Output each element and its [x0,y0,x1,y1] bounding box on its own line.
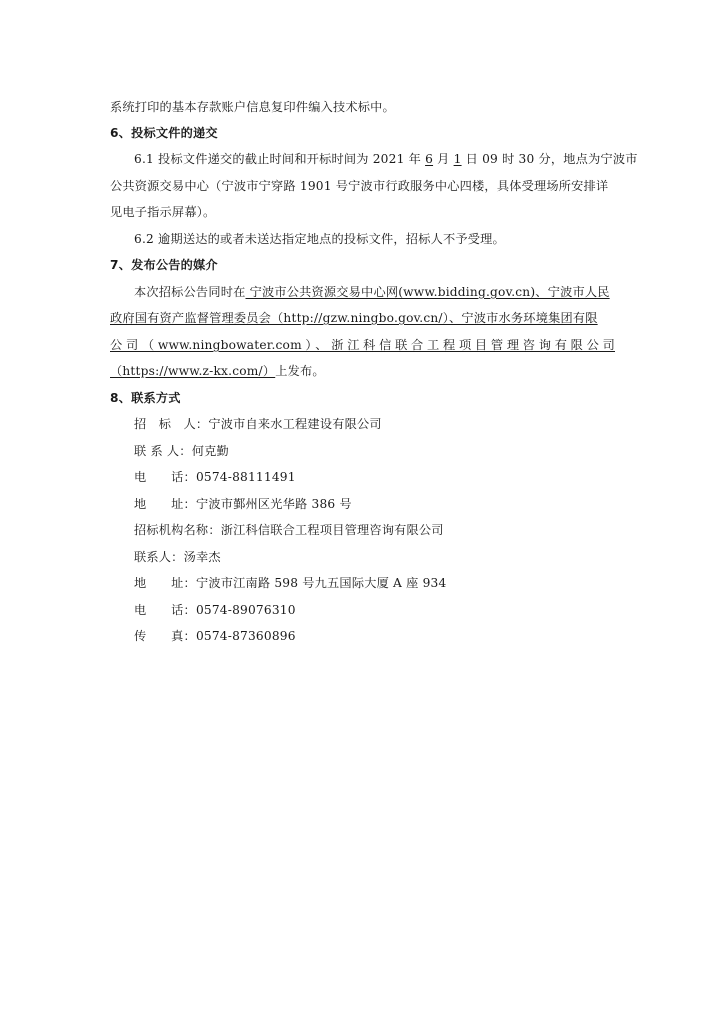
section-6-heading: 6、投标文件的递交 [110,126,218,140]
deadline-day: 1 [453,152,462,166]
section-7-heading: 7、发布公告的媒介 [110,258,218,272]
contact-label: 招 标 人： [134,417,209,431]
contact-label: 电 话： [134,603,196,617]
contact-label: 地 址： [134,497,196,511]
contact-row [134,469,296,485]
contact-row [134,628,296,644]
text: 月 [433,152,454,166]
contact-label: 联系人： [134,550,184,564]
contact-value: 浙江科信联合工程项目管理咨询有限公司 [220,523,444,537]
contact-row [134,416,382,432]
deadline-month: 6 [425,152,434,166]
contact-label: 招标机构名称： [134,523,221,537]
section-7-line-4 [110,363,325,379]
contact-label: 联 系 人： [134,444,192,458]
section-6-1-line-1 [134,151,638,167]
contact-label: 传 真： [134,629,196,643]
text: 上发布。 [275,364,325,378]
section-6-1-line-2: 公共资源交易中心（宁波市宁穿路 1901 号宁波市行政服务中心四楼，具体受理场所安排详 [110,179,609,193]
contact-row [134,575,446,591]
media-link-zkx[interactable]: （https://www.z-kx.com/） [110,364,276,378]
text: 日 09 时 30 分，地点为宁波市 [461,152,638,166]
contact-value: 宁波市鄞州区光华路 386 号 [195,497,352,511]
section-7-line-3[interactable]: 公司（www.ningbowater.com）、浙江科信联合工程项目管理咨询有限公司 [110,338,615,352]
contact-value: 汤幸杰 [183,550,221,564]
contact-row [134,496,352,512]
section-8-heading: 8、联系方式 [110,391,181,405]
contact-label: 地 址： [134,576,196,590]
contact-value: 0574-88111491 [195,470,296,484]
text: 本次招标公告同时在 [134,285,246,299]
contact-label: 电 话： [134,470,196,484]
section-6-1-line-3: 见电子指示屏幕）。 [110,205,216,219]
section-6-2: 6.2 逾期送达的或者未送达指定地点的投标文件，招标人不予受理。 [134,232,505,246]
continuation-line: 系统打印的基本存款账户信息复印件编入技术标中。 [110,100,395,114]
contact-row [134,522,444,538]
media-link-bidding[interactable]: 宁波市公共资源交易中心网(www.bidding.gov.cn)、宁波市人民 [245,285,610,299]
section-7-line-1 [134,284,610,300]
contact-value: 0574-87360896 [195,629,296,643]
text: 6.1 投标文件递交的截止时间和开标时间为 2021 年 [134,152,426,166]
contact-value: 宁波市自来水工程建设有限公司 [208,417,382,431]
section-7-line-2[interactable]: 政府国有资产监督管理委员会（http://gzw.ningbo.gov.cn/）、宁波市水务环境集团有限 [110,311,598,325]
contact-row [134,443,229,459]
contact-value: 何克勤 [191,444,229,458]
contact-value: 0574-89076310 [195,603,296,617]
contact-value: 宁波市江南路 598 号九五国际大厦 A 座 934 [195,576,447,590]
contact-row [134,549,221,565]
contact-row [134,602,296,618]
